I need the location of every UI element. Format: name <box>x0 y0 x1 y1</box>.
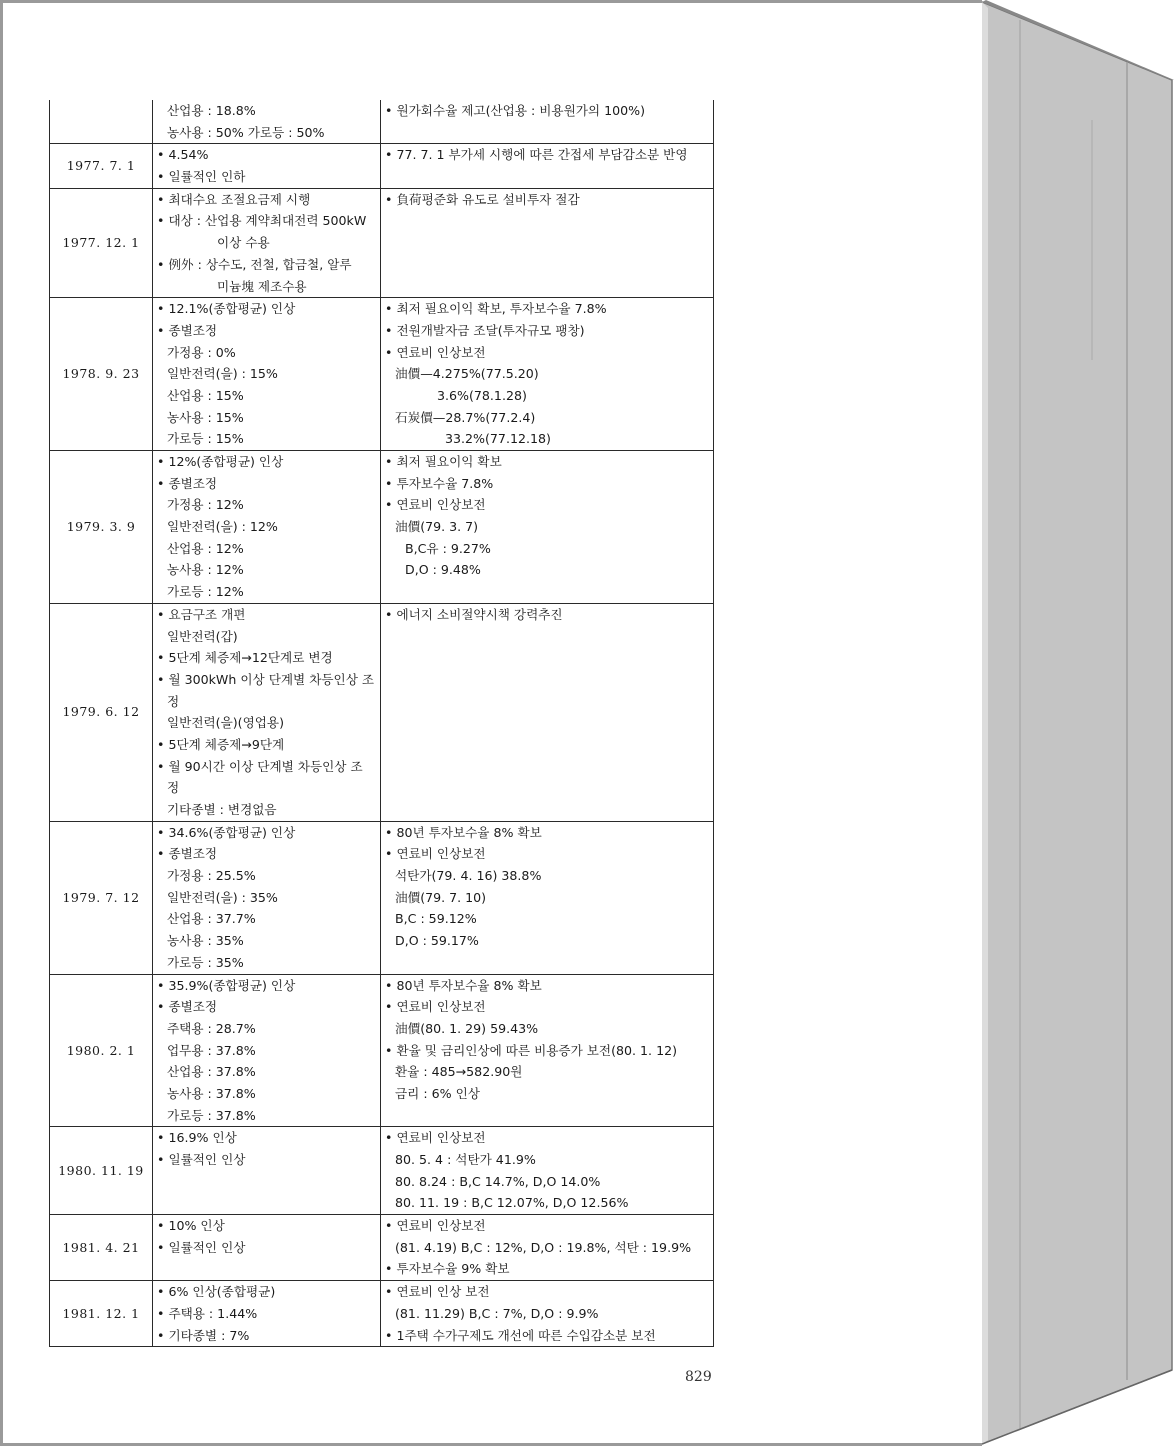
bullet-item: • 환율 및 금리인상에 따른 비용증가 보전(80. 1. 12) <box>385 1040 709 1062</box>
table-row <box>50 821 714 974</box>
reason-cell <box>381 1127 714 1215</box>
bullet-item: • 최대수요 조절요금제 시행 <box>157 189 376 211</box>
bullet-item: • 에너지 소비절약시책 강력추진 <box>385 604 709 626</box>
cell-line: 가로등 : 12% <box>167 584 244 600</box>
cell-line: 정 <box>167 693 180 709</box>
adjustment-cell <box>153 821 381 974</box>
bullet-item: • 34.6%(종합평균) 인상 <box>157 822 376 844</box>
cell-line: 80. 8.24 : B,C 14.7%, D,O 14.0% <box>395 1173 601 1189</box>
table-row <box>50 1127 714 1215</box>
cell-line <box>385 276 709 298</box>
adjustment-cell <box>153 100 381 144</box>
bullet-item: • 전원개발자금 조달(투자규모 팽창) <box>385 320 709 342</box>
bullet-item: • 80년 투자보수율 8% 확보 <box>385 822 709 844</box>
bullet-item: • 4.54% <box>157 144 376 166</box>
cell-line: 油價(79. 7. 10) <box>395 889 487 905</box>
table-row <box>50 144 714 188</box>
table-row <box>50 1281 714 1347</box>
cell-line <box>385 669 709 691</box>
cell-line: 가정용 : 0% <box>167 344 236 360</box>
bullet-item: • 연료비 인상보전 <box>385 1127 709 1149</box>
cell-line: 가로등 : 35% <box>167 954 244 970</box>
cell-line: (81. 11.29) B,C : 7%, D,O : 9.9% <box>395 1305 599 1321</box>
cell-line <box>385 254 709 276</box>
bullet-item: • 연료비 인상보전 <box>385 843 709 865</box>
book-page-edges <box>982 0 1175 1446</box>
bullet-item: • 77. 7. 1 부가세 시행에 따른 간접세 부담감소분 반영 <box>385 144 709 166</box>
cell-line: 가정용 : 12% <box>167 497 244 513</box>
adjustment-cell <box>153 451 381 604</box>
bullet-item: • 원가회수율 제고(산업용 : 비용원가의 100%) <box>385 100 709 122</box>
cell-line: 3.6%(78.1.28) <box>437 387 527 403</box>
date-cell: 1979. 6. 12 <box>50 603 153 821</box>
reason-cell <box>381 1215 714 1281</box>
bullet-item: • 연료비 인상보전 <box>385 494 709 516</box>
date-cell: 1980. 2. 1 <box>50 974 153 1127</box>
bullet-item: • 5단계 체증제→12단계로 변경 <box>157 647 376 669</box>
cell-line <box>385 626 709 648</box>
cell-line <box>385 712 709 734</box>
reason-cell <box>381 451 714 604</box>
date-cell: 1978. 9. 23 <box>50 298 153 451</box>
reason-cell <box>381 298 714 451</box>
reason-cell <box>381 603 714 821</box>
cell-line: 33.2%(77.12.18) <box>445 431 551 447</box>
cell-line: 산업용 : 12% <box>167 540 244 556</box>
cell-line <box>385 122 709 144</box>
bullet-item: • 최저 필요이익 확보 <box>385 451 709 473</box>
adjustment-cell <box>153 188 381 297</box>
cell-line: 미늄塊 제조수용 <box>217 278 307 294</box>
bullet-item: • 35.9%(종합평균) 인상 <box>157 975 376 997</box>
cell-line <box>385 166 709 188</box>
bullet-item: • 투자보수율 9% 확보 <box>385 1258 709 1280</box>
bullet-item: • 16.9% 인상 <box>157 1127 376 1149</box>
cell-line: 농사용 : 50% 가로등 : 50% <box>167 124 325 140</box>
cell-line: 농사용 : 37.8% <box>167 1085 256 1101</box>
reason-cell <box>381 144 714 188</box>
bullet-item: • 대상 : 산업용 계약최대전력 500kW <box>157 210 376 232</box>
bullet-item: • 일률적인 인하 <box>157 166 376 188</box>
bullet-item: • 例外 : 상수도, 전철, 합금철, 알루 <box>157 254 376 276</box>
cell-line: 산업용 : 37.8% <box>167 1064 256 1080</box>
cell-line: 산업용 : 37.7% <box>167 911 256 927</box>
table-row <box>50 974 714 1127</box>
cell-line: 油價(80. 1. 29) 59.43% <box>395 1020 539 1036</box>
cell-line: 80. 5. 4 : 석탄가 41.9% <box>395 1152 536 1167</box>
cell-line: 일반전력(을) : 35% <box>167 889 278 905</box>
date-cell: 1977. 12. 1 <box>50 188 153 297</box>
table-row <box>50 298 714 451</box>
cell-line <box>385 756 709 778</box>
cell-line <box>157 1192 376 1214</box>
bullet-item: • 일률적인 인상 <box>157 1149 376 1171</box>
cell-line: 농사용 : 15% <box>167 409 244 425</box>
table-row <box>50 100 714 144</box>
cell-line <box>385 1105 709 1127</box>
table-row <box>50 451 714 604</box>
bullet-item: • 종별조정 <box>157 843 376 865</box>
bullet-item: • 연료비 인상보전 <box>385 1215 709 1237</box>
cell-line: 80. 11. 19 : B,C 12.07%, D,O 12.56% <box>395 1195 629 1211</box>
date-cell: 1981. 4. 21 <box>50 1215 153 1281</box>
cell-line: 일반전력(을)(영업용) <box>167 715 284 731</box>
cell-line: 가로등 : 15% <box>167 431 244 447</box>
date-cell: 1980. 11. 19 <box>50 1127 153 1215</box>
adjustment-cell <box>153 144 381 188</box>
date-cell: 1979. 7. 12 <box>50 821 153 974</box>
table-row <box>50 1215 714 1281</box>
date-cell: 1979. 3. 9 <box>50 451 153 604</box>
bullet-item: • 종별조정 <box>157 473 376 495</box>
bullet-item: • 주택용 : 1.44% <box>157 1303 376 1325</box>
bullet-item: • 연료비 인상 보전 <box>385 1281 709 1303</box>
bullet-item: • 負荷평준화 유도로 설비투자 절감 <box>385 189 709 211</box>
cell-line: 일반전력(갑) <box>167 628 238 644</box>
bullet-item: • 80년 투자보수율 8% 확보 <box>385 975 709 997</box>
cell-line: 석탄가(79. 4. 16) 38.8% <box>395 868 542 884</box>
cell-line <box>385 581 709 603</box>
bullet-item: • 요금구조 개편 <box>157 604 376 626</box>
bullet-item: • 1주택 수가구제도 개선에 따른 수입감소분 보전 <box>385 1325 709 1347</box>
cell-line <box>385 799 709 821</box>
cell-line: 가로등 : 37.8% <box>167 1107 256 1123</box>
cell-line: 산업용 : 18.8% <box>167 103 256 118</box>
bullet-item: • 12%(종합평균) 인상 <box>157 451 376 473</box>
cell-line <box>385 777 709 799</box>
bullet-item: • 6% 인상(종합평균) <box>157 1281 376 1303</box>
adjustment-cell <box>153 603 381 821</box>
cell-line: 가정용 : 25.5% <box>167 868 256 884</box>
cell-line: 산업용 : 15% <box>167 387 244 403</box>
reason-cell <box>381 188 714 297</box>
bullet-item: • 투자보수율 7.8% <box>385 473 709 495</box>
reason-cell <box>381 974 714 1127</box>
cell-line: 일반전력(을) : 15% <box>167 366 278 382</box>
bullet-item: • 10% 인상 <box>157 1215 376 1237</box>
cell-line: (81. 4.19) B,C : 12%, D,O : 19.8%, 석탄 : 19.9% <box>395 1239 692 1255</box>
page-number: 829 <box>685 1369 712 1385</box>
bullet-item: • 최저 필요이익 확보, 투자보수율 7.8% <box>385 298 709 320</box>
table-row <box>50 603 714 821</box>
cell-line <box>385 232 709 254</box>
adjustment-cell <box>153 298 381 451</box>
adjustment-cell <box>153 1127 381 1215</box>
bullet-item: • 종별조정 <box>157 320 376 342</box>
cell-line <box>157 1171 376 1193</box>
cell-line: D,O : 9.48% <box>405 562 481 578</box>
bullet-item: • 기타종별 : 7% <box>157 1325 376 1347</box>
cell-line: 농사용 : 35% <box>167 933 244 949</box>
tariff-history-table <box>49 100 714 1347</box>
cell-line: B,C유 : 9.27% <box>405 540 491 556</box>
cell-line: 이상 수용 <box>217 235 270 251</box>
cell-line: 환율 : 485→582.90원 <box>395 1064 523 1080</box>
bullet-item: • 연료비 인상보전 <box>385 996 709 1018</box>
cell-line <box>385 647 709 669</box>
cell-line: 油價(79. 3. 7) <box>395 519 479 535</box>
reason-cell <box>381 1281 714 1347</box>
bullet-item: • 월 90시간 이상 단계별 차등인상 조 <box>157 756 376 778</box>
bullet-item: • 연료비 인상보전 <box>385 342 709 364</box>
cell-line: 기타종별 : 변경없음 <box>167 802 277 817</box>
cell-line: 농사용 : 12% <box>167 562 244 578</box>
cell-line <box>385 952 709 974</box>
adjustment-cell <box>153 1281 381 1347</box>
bullet-item: • 종별조정 <box>157 996 376 1018</box>
cell-line <box>385 734 709 756</box>
cell-line <box>385 210 709 232</box>
cell-line: B,C : 59.12% <box>395 911 477 927</box>
adjustment-cell <box>153 974 381 1127</box>
cell-line: 정 <box>167 780 180 796</box>
bullet-item: • 12.1%(종합평균) 인상 <box>157 298 376 320</box>
cell-line: D,O : 59.17% <box>395 933 479 949</box>
bullet-item: • 일률적인 인상 <box>157 1237 376 1259</box>
reason-cell <box>381 100 714 144</box>
bullet-item: • 월 300kWh 이상 단계별 차등인상 조 <box>157 669 376 691</box>
cell-line <box>385 691 709 713</box>
reason-cell <box>381 821 714 974</box>
cell-line: 일반전력(을) : 12% <box>167 519 278 535</box>
cell-line: 石炭價—28.7%(77.2.4) <box>395 409 536 425</box>
bullet-item: • 5단계 체증제→9단계 <box>157 734 376 756</box>
table-row <box>50 188 714 297</box>
cell-line: 금리 : 6% 인상 <box>395 1085 480 1101</box>
adjustment-cell <box>153 1215 381 1281</box>
date-cell: 1977. 7. 1 <box>50 144 153 188</box>
cell-line: 주택용 : 28.7% <box>167 1020 256 1036</box>
cell-line: 업무용 : 37.8% <box>167 1042 256 1058</box>
date-cell: 1981. 12. 1 <box>50 1281 153 1347</box>
date-cell <box>50 100 153 144</box>
cell-line <box>157 1258 376 1280</box>
cell-line: 油價—4.275%(77.5.20) <box>395 366 539 382</box>
